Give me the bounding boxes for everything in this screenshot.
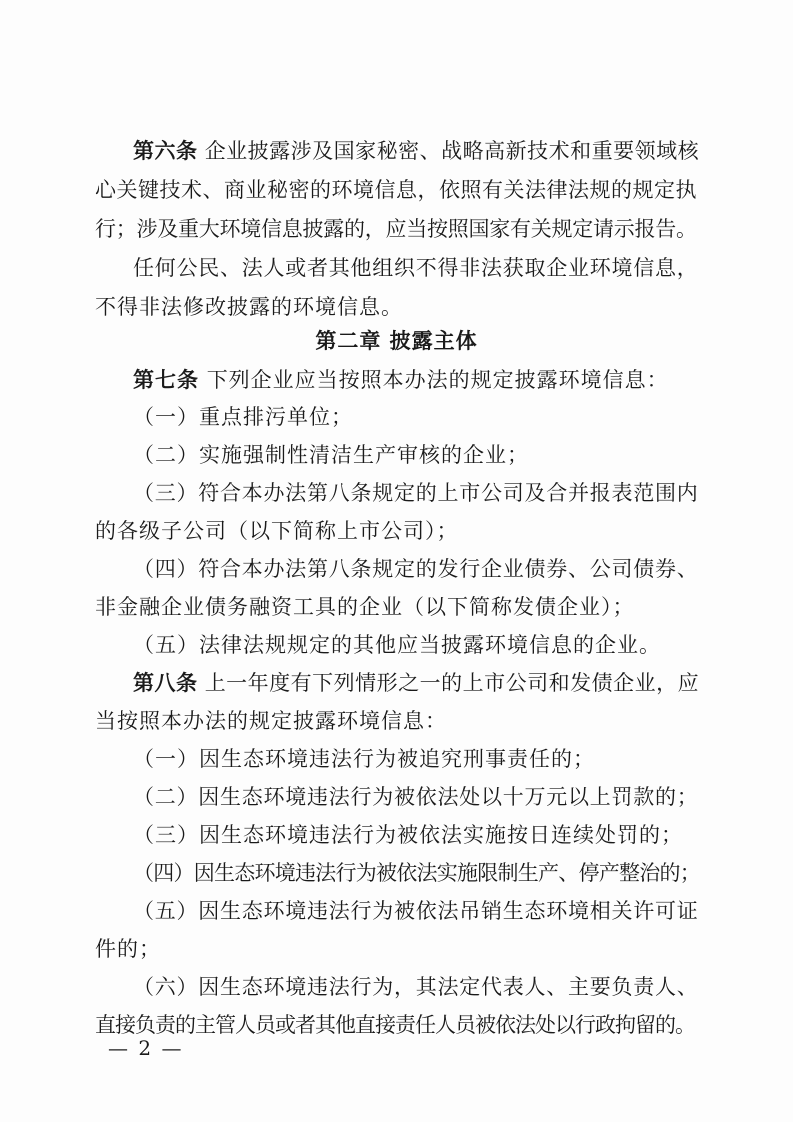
article7-item1: （一）重点排污单位； (133, 405, 353, 429)
article7-item3-line2: 的各级子公司（以下简称上市公司）； (95, 519, 459, 543)
article8-item6-line2: 直接负责的主管人员或者其他直接责任人员被依法处以行政拘留的。 (95, 1013, 695, 1037)
chapter-heading: 第二章 披露主体 (315, 329, 478, 353)
article7-item2: （二）实施强制性清洁生产审核的企业； (133, 443, 529, 467)
article8-label: 第八条 (133, 671, 198, 695)
article6-line3: 行；涉及重大环境信息披露的，应当按照国家有关规定请示报告。 (95, 217, 697, 241)
article6-label: 第六条 (133, 139, 198, 163)
article7-item3-line1: （三）符合本办法第八条规定的上市公司及合并报表范围内 (133, 481, 699, 505)
article8-item4: （四）因生态环境违法行为被依法实施限制生产、停产整治的； (133, 861, 700, 885)
article7-item5: （五）法律法规规定的其他应当披露环境信息的企业。 (133, 633, 661, 657)
page-number: — 2 — (108, 1036, 184, 1060)
article8-line2: 当按照本办法的规定披露环境信息： (95, 709, 447, 733)
article7-line1 (133, 365, 669, 395)
article8-text-line1: 上一年度有下列情形之一的上市公司和发债企业，应 (204, 671, 700, 695)
article7-text-line1: 下列企业应当按照本办法的规定披露环境信息： (206, 368, 669, 392)
article8-line1 (133, 668, 699, 698)
article6-text-line1: 企业披露涉及国家秘密、战略高新技术和重要领域核 (204, 139, 700, 163)
article8-item5-line1: （五）因生态环境违法行为被依法吊销生态环境相关许可证 (133, 899, 699, 923)
article7-item4-line2: 非金融企业债务融资工具的企业（以下简称发债企业）； (95, 595, 635, 619)
article7-label: 第七条 (133, 368, 199, 392)
article8-item1: （一）因生态环境违法行为被追究刑事责任的； (133, 747, 595, 771)
article6-para2-line2: 不得非法修改披露的环境信息。 (95, 295, 403, 319)
article6-para2-line1: 任何公民、法人或者其他组织不得非法获取企业环境信息， (133, 256, 699, 280)
article8-item2: （二）因生态环境违法行为被依法处以十万元以上罚款的； (133, 785, 699, 809)
article8-item3: （三）因生态环境违法行为被依法实施按日连续处罚的； (133, 823, 683, 847)
article6-line2: 心关键技术、商业秘密的环境信息，依照有关法律法规的规定执 (95, 178, 697, 202)
article6-line1 (133, 136, 699, 166)
article8-item5-line2: 件的； (95, 937, 161, 961)
article8-item6-line1: （六）因生态环境违法行为，其法定代表人、主要负责人、 (133, 975, 699, 999)
article7-item4-line1: （四）符合本办法第八条规定的发行企业债券、公司债券、 (133, 557, 699, 581)
